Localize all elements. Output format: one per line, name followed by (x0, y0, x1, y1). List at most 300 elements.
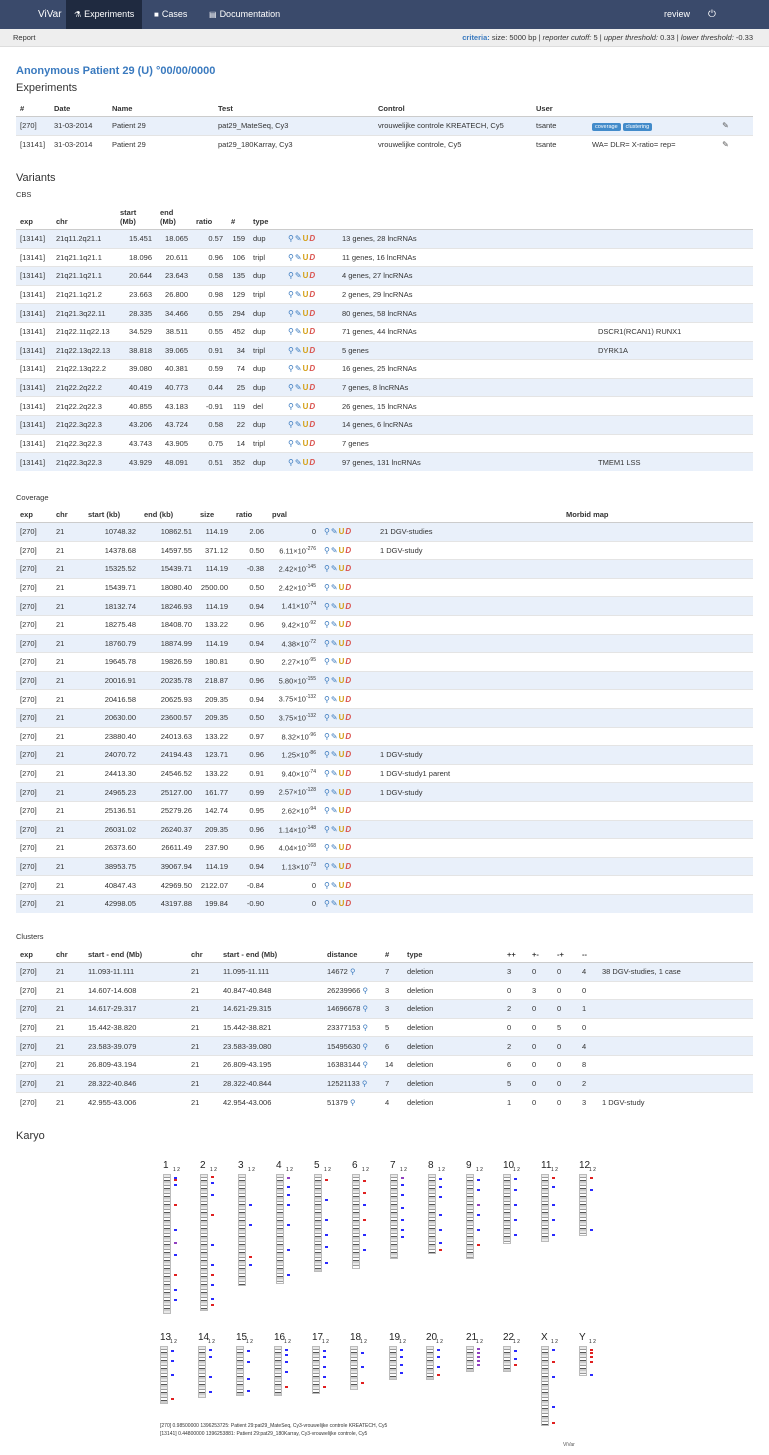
cell: 371.12 (196, 541, 232, 560)
cell: 23.643 (156, 267, 192, 286)
ucsc-icon[interactable]: U (302, 290, 309, 300)
cell[interactable]: [13141] (16, 304, 52, 323)
ucsc-icon[interactable]: U (302, 345, 309, 355)
cell-id[interactable]: [270] (16, 117, 50, 136)
decipher-icon[interactable]: D (345, 713, 352, 723)
table-row (16, 746, 753, 765)
column-header: chr (52, 208, 116, 230)
cnv-marker (439, 1214, 442, 1216)
pval-mantissa: 5.80×10 (278, 676, 306, 686)
ucsc-icon[interactable]: U (338, 880, 345, 890)
cell[interactable]: [270] (16, 690, 52, 709)
dgv-summary (376, 857, 562, 876)
decipher-icon[interactable]: D (309, 438, 316, 448)
search-icon[interactable]: ⚲ (324, 676, 330, 686)
cell[interactable]: [270] (16, 764, 52, 783)
gene-icon[interactable]: ✎ (294, 364, 302, 374)
search-icon[interactable]: ⚲ (360, 1060, 368, 1070)
chromosome-ideogram[interactable] (236, 1346, 244, 1396)
power-icon[interactable]: ⏻ (708, 9, 716, 20)
gene-icon[interactable]: ✎ (330, 676, 338, 686)
search-icon[interactable]: ⚲ (288, 383, 294, 393)
cell[interactable]: [270] (16, 981, 52, 1000)
distance-value: 51379 (327, 1097, 348, 1107)
search-icon[interactable]: ⚲ (288, 290, 294, 300)
ucsc-icon[interactable]: U (302, 438, 309, 448)
decipher-icon[interactable]: D (309, 252, 316, 262)
cell[interactable]: [270] (16, 876, 52, 895)
cell: deletion (403, 1074, 503, 1093)
gene-icon[interactable]: ✎ (330, 545, 338, 555)
search-icon[interactable]: ⚲ (360, 1004, 368, 1014)
cell: 21 (52, 857, 84, 876)
chromosome-ideogram[interactable] (160, 1346, 168, 1404)
decipher-icon[interactable]: D (309, 271, 316, 281)
decipher-icon[interactable]: D (345, 620, 352, 630)
search-icon[interactable]: ⚲ (288, 457, 294, 467)
ucsc-icon[interactable]: U (338, 861, 345, 871)
cell: 42.954-43.006 (219, 1093, 323, 1112)
cell[interactable]: [270] (16, 894, 52, 913)
search-icon[interactable]: ⚲ (360, 1023, 368, 1033)
column-header: -+ (553, 950, 578, 963)
chromosome-ideogram[interactable] (314, 1174, 322, 1272)
ucsc-icon[interactable]: U (338, 899, 345, 909)
cell: 0.59 (192, 360, 227, 379)
gene-icon[interactable]: ✎ (294, 420, 302, 430)
cnv-marker (590, 1189, 593, 1191)
cell (598, 1018, 753, 1037)
decipher-icon[interactable]: D (345, 638, 352, 648)
cell: 26.809-43.194 (84, 1055, 187, 1074)
gene-icon[interactable]: ✎ (330, 731, 338, 741)
search-icon[interactable]: ⚲ (324, 564, 330, 574)
ucsc-icon[interactable]: U (338, 620, 345, 630)
gene-icon[interactable]: ✎ (294, 383, 302, 393)
gene-icon[interactable]: ✎ (294, 401, 302, 411)
cell[interactable]: [13141] (16, 285, 52, 304)
search-icon[interactable]: ⚲ (288, 420, 294, 430)
ucsc-icon[interactable]: U (302, 308, 309, 318)
decipher-icon[interactable]: D (309, 327, 316, 337)
karyogram (0, 1150, 769, 1440)
decipher-icon[interactable]: D (345, 731, 352, 741)
gene-icon[interactable]: ✎ (294, 457, 302, 467)
cell: dup (249, 322, 284, 341)
column-header: User (532, 104, 588, 117)
cell[interactable]: [270] (16, 653, 52, 672)
ucsc-icon[interactable]: U (338, 583, 345, 593)
cnv-marker (477, 1348, 480, 1350)
brand-link[interactable]: ViVar (38, 9, 62, 20)
cell[interactable]: [270] (16, 615, 52, 634)
table-row (16, 117, 753, 136)
gene-icon[interactable]: ✎ (330, 527, 338, 537)
search-icon[interactable]: ⚲ (288, 327, 294, 337)
edit-icon[interactable]: ✎ (722, 140, 729, 150)
ucsc-icon[interactable]: U (338, 787, 345, 797)
gene-icon[interactable]: ✎ (330, 861, 338, 871)
table-row (16, 653, 753, 672)
cell[interactable]: [270] (16, 783, 52, 802)
search-icon[interactable]: ⚲ (324, 545, 330, 555)
cell[interactable]: [270] (16, 541, 52, 560)
pval-exponent: -132 (305, 712, 316, 719)
pval-cell (268, 634, 320, 653)
nav-cases[interactable] (146, 0, 195, 29)
gene-icon[interactable]: ✎ (294, 234, 302, 244)
chromosome-ideogram[interactable] (198, 1346, 206, 1398)
ucsc-icon[interactable]: U (338, 824, 345, 834)
search-icon[interactable]: ⚲ (324, 694, 330, 704)
decipher-icon[interactable]: D (309, 345, 316, 355)
gene-icon[interactable]: ✎ (294, 290, 302, 300)
gene-icon[interactable]: ✎ (294, 271, 302, 281)
cell: 43.929 (116, 453, 156, 472)
ucsc-icon[interactable]: U (302, 327, 309, 337)
cell[interactable]: [270] (16, 727, 52, 746)
search-icon[interactable]: ⚲ (324, 601, 330, 611)
decipher-icon[interactable]: D (345, 787, 352, 797)
search-icon[interactable]: ⚲ (347, 1097, 356, 1107)
chromosome-ideogram[interactable] (274, 1346, 282, 1396)
gene-icon[interactable]: ✎ (330, 824, 338, 834)
decipher-icon[interactable]: D (345, 583, 352, 593)
cell: 21 (52, 1093, 84, 1112)
cell[interactable]: [270] (16, 1018, 52, 1037)
cell[interactable]: [270] (16, 1093, 52, 1112)
ucsc-icon[interactable]: U (338, 713, 345, 723)
cnv-marker (552, 1177, 555, 1179)
search-icon[interactable]: ⚲ (359, 1078, 368, 1088)
cell: 21 (52, 671, 84, 690)
cell: tripl (249, 434, 284, 453)
search-icon[interactable]: ⚲ (324, 880, 330, 890)
chromosome-ideogram[interactable] (503, 1174, 511, 1244)
ucsc-icon[interactable]: U (302, 271, 309, 281)
pval-exponent: -132 (305, 694, 316, 701)
search-icon[interactable]: ⚲ (288, 271, 294, 281)
cell[interactable]: [270] (16, 634, 52, 653)
chromosome-ideogram[interactable] (390, 1174, 398, 1259)
chromosome-ideogram[interactable] (541, 1346, 549, 1426)
cnv-marker (325, 1262, 328, 1264)
cell[interactable]: [270] (16, 578, 52, 597)
search-icon[interactable]: ⚲ (324, 843, 330, 853)
cell[interactable]: [13141] (16, 341, 52, 360)
decipher-icon[interactable]: D (345, 769, 352, 779)
cnv-marker (325, 1179, 328, 1181)
cell[interactable]: [270] (16, 820, 52, 839)
ucsc-icon[interactable]: U (338, 843, 345, 853)
chromosome-ideogram[interactable] (276, 1174, 284, 1284)
ucsc-icon[interactable]: U (338, 806, 345, 816)
cell[interactable]: [270] (16, 671, 52, 690)
gene-icon[interactable]: ✎ (330, 638, 338, 648)
search-icon[interactable]: ⚲ (288, 401, 294, 411)
search-icon[interactable]: ⚲ (324, 657, 330, 667)
ucsc-icon[interactable]: U (338, 638, 345, 648)
gene-icon[interactable]: ✎ (330, 787, 338, 797)
track-label: 1 2 (170, 1339, 177, 1345)
cell[interactable]: [13141] (16, 415, 52, 434)
ucsc-icon[interactable]: U (338, 545, 345, 555)
action-icons (320, 746, 376, 765)
decipher-icon[interactable]: D (345, 843, 352, 853)
search-icon[interactable]: ⚲ (324, 899, 330, 909)
nav-user[interactable]: review (664, 9, 691, 19)
track-label: 1 2 (400, 1167, 407, 1173)
decipher-icon[interactable]: D (345, 899, 352, 909)
gene-icon[interactable]: ✎ (330, 657, 338, 667)
search-icon[interactable]: ⚲ (324, 750, 330, 760)
ucsc-icon[interactable]: U (302, 364, 309, 374)
decipher-icon[interactable]: D (345, 564, 352, 574)
decipher-icon[interactable]: D (345, 861, 352, 871)
chromosome-ideogram[interactable] (389, 1346, 397, 1380)
cell: 0.91 (192, 341, 227, 360)
gene-icon[interactable]: ✎ (330, 583, 338, 593)
search-icon[interactable]: ⚲ (288, 345, 294, 355)
cell: 21 (52, 801, 84, 820)
chromosome-ideogram[interactable] (163, 1174, 171, 1314)
table-row (16, 285, 753, 304)
decipher-icon[interactable]: D (309, 401, 316, 411)
search-icon[interactable]: ⚲ (324, 620, 330, 630)
action-icons (320, 857, 376, 876)
ucsc-icon[interactable]: U (338, 769, 345, 779)
gene-icon[interactable]: ✎ (294, 327, 302, 337)
cell[interactable]: [270] (16, 708, 52, 727)
decipher-icon[interactable]: D (345, 694, 352, 704)
cell[interactable]: [13141] (16, 322, 52, 341)
decipher-icon[interactable]: D (345, 806, 352, 816)
nav-experiments[interactable] (66, 0, 142, 29)
chromosome-ideogram[interactable] (466, 1346, 474, 1372)
cell (598, 1000, 753, 1019)
search-icon[interactable]: ⚲ (288, 234, 294, 244)
dgv-summary (376, 708, 562, 727)
ucsc-icon[interactable]: U (338, 601, 345, 611)
gene-icon[interactable]: ✎ (330, 620, 338, 630)
cell: 0.96 (232, 746, 268, 765)
cell: 3 (503, 963, 528, 982)
chromosome-ideogram[interactable] (350, 1346, 358, 1390)
cnv-marker (174, 1299, 177, 1301)
cell: 21q22.3q22.3 (52, 453, 116, 472)
cnv-marker (211, 1284, 214, 1286)
decipher-icon[interactable]: D (309, 383, 316, 393)
cnv-marker (247, 1361, 250, 1363)
decipher-icon[interactable]: D (309, 420, 316, 430)
chromosome-ideogram[interactable] (238, 1174, 246, 1286)
column-header: -- (578, 950, 598, 963)
cell[interactable]: [270] (16, 1074, 52, 1093)
cell[interactable]: [270] (16, 560, 52, 579)
ucsc-icon[interactable]: U (338, 657, 345, 667)
gene-icon[interactable]: ✎ (330, 899, 338, 909)
track-label: 1 2 (210, 1167, 217, 1173)
cell: 48.091 (156, 453, 192, 472)
cell[interactable]: [270] (16, 801, 52, 820)
action-icons (284, 415, 338, 434)
decipher-icon[interactable]: D (345, 824, 352, 834)
ucsc-icon[interactable]: U (338, 750, 345, 760)
gene-icon[interactable]: ✎ (294, 438, 302, 448)
search-icon[interactable]: ⚲ (324, 583, 330, 593)
gene-icon[interactable]: ✎ (330, 843, 338, 853)
cell[interactable]: [270] (16, 839, 52, 858)
search-icon[interactable]: ⚲ (324, 713, 330, 723)
ucsc-icon[interactable]: U (302, 457, 309, 467)
cell[interactable]: [13141] (16, 453, 52, 472)
cell: 11.095-11.111 (219, 963, 323, 982)
cell: 0 (528, 1000, 553, 1019)
cell-id[interactable]: [13141] (16, 135, 50, 154)
search-icon[interactable]: ⚲ (324, 824, 330, 834)
cell: 18080.40 (140, 578, 196, 597)
table-row (16, 1093, 753, 1112)
cell: 0.58 (192, 415, 227, 434)
gene-icon[interactable]: ✎ (330, 564, 338, 574)
cell[interactable]: [270] (16, 597, 52, 616)
table-row (16, 801, 753, 820)
search-icon[interactable]: ⚲ (324, 787, 330, 797)
cell[interactable]: [270] (16, 746, 52, 765)
ucsc-icon[interactable]: U (302, 252, 309, 262)
search-icon[interactable]: ⚲ (288, 252, 294, 262)
badge-clustering[interactable]: clustering (623, 123, 653, 131)
chromosome-ideogram[interactable] (200, 1174, 208, 1311)
ucsc-icon[interactable]: U (302, 383, 309, 393)
search-icon[interactable]: ⚲ (288, 364, 294, 374)
column-header: exp (16, 208, 52, 230)
search-icon[interactable]: ⚲ (324, 861, 330, 871)
cell[interactable]: [270] (16, 523, 52, 542)
decipher-icon[interactable]: D (345, 601, 352, 611)
decipher-icon[interactable]: D (345, 750, 352, 760)
gene-icon[interactable]: ✎ (330, 750, 338, 760)
cell: 23600.57 (140, 708, 196, 727)
cell[interactable]: [270] (16, 1000, 52, 1019)
decipher-icon[interactable]: D (345, 676, 352, 686)
gene-icon[interactable]: ✎ (294, 308, 302, 318)
search-icon[interactable]: ⚲ (324, 769, 330, 779)
cell[interactable]: [13141] (16, 397, 52, 416)
chromosome-ideogram[interactable] (428, 1174, 436, 1254)
cnv-marker (514, 1350, 517, 1352)
nav-documentation[interactable] (201, 0, 288, 29)
cell: 0 (553, 1055, 578, 1074)
chromosome-ideogram[interactable] (579, 1346, 587, 1376)
cell[interactable]: [270] (16, 963, 52, 982)
chromosome-ideogram[interactable] (312, 1346, 320, 1394)
ucsc-icon[interactable]: U (302, 234, 309, 244)
cell[interactable]: [13141] (16, 230, 52, 249)
chromosome-ideogram[interactable] (541, 1174, 549, 1242)
chromosome-ideogram[interactable] (426, 1346, 434, 1380)
chromosome-label: 20 (426, 1332, 438, 1343)
gene-icon[interactable]: ✎ (330, 769, 338, 779)
search-icon[interactable]: ⚲ (360, 1041, 368, 1051)
ucsc-icon[interactable]: U (338, 676, 345, 686)
search-icon[interactable]: ⚲ (324, 806, 330, 816)
cell[interactable]: [13141] (16, 267, 52, 286)
cell[interactable]: [13141] (16, 360, 52, 379)
search-icon[interactable]: ⚲ (288, 308, 294, 318)
ucsc-icon[interactable]: U (338, 564, 345, 574)
cnv-marker (590, 1229, 593, 1231)
track-label: 1 2 (362, 1167, 369, 1173)
decipher-icon[interactable]: D (309, 364, 316, 374)
ucsc-icon[interactable]: U (338, 694, 345, 704)
gene-icon[interactable]: ✎ (330, 713, 338, 723)
cell[interactable]: [13141] (16, 248, 52, 267)
cell[interactable]: [13141] (16, 378, 52, 397)
decipher-icon[interactable]: D (309, 457, 316, 467)
decipher-icon[interactable]: D (345, 880, 352, 890)
pval-mantissa: 3.75×10 (278, 694, 306, 704)
decipher-icon[interactable]: D (309, 308, 316, 318)
search-icon[interactable]: ⚲ (324, 638, 330, 648)
ucsc-icon[interactable]: U (338, 527, 345, 537)
gene-icon[interactable]: ✎ (294, 252, 302, 262)
decipher-icon[interactable]: D (345, 545, 352, 555)
chromosome-ideogram[interactable] (503, 1346, 511, 1372)
cnv-marker (211, 1176, 214, 1178)
chromosome-ideogram[interactable] (466, 1174, 474, 1259)
report-link[interactable]: Report (13, 33, 36, 42)
cell: 21 (52, 1000, 84, 1019)
pval-cell (268, 857, 320, 876)
chromosome-ideogram[interactable] (579, 1174, 587, 1236)
decipher-icon[interactable]: D (309, 290, 316, 300)
badge-coverage[interactable]: coverage (592, 123, 621, 131)
cell[interactable]: [13141] (16, 434, 52, 453)
ucsc-icon[interactable]: U (302, 420, 309, 430)
decipher-icon[interactable]: D (345, 527, 352, 537)
gene-icon[interactable]: ✎ (330, 806, 338, 816)
cnv-marker (171, 1360, 174, 1362)
decipher-icon[interactable]: D (309, 234, 316, 244)
ucsc-icon[interactable]: U (302, 401, 309, 411)
cnv-marker (363, 1180, 366, 1182)
search-icon[interactable]: ⚲ (360, 985, 368, 995)
gene-icon[interactable]: ✎ (330, 601, 338, 611)
cell: deletion (403, 1037, 503, 1056)
search-icon[interactable]: ⚲ (324, 731, 330, 741)
gene-icon[interactable]: ✎ (294, 345, 302, 355)
cell: 26240.37 (140, 820, 196, 839)
distance-value: 14672 (327, 967, 348, 977)
cell (323, 963, 381, 982)
chromosome-ideogram[interactable] (352, 1174, 360, 1269)
cell[interactable]: [270] (16, 857, 52, 876)
cell[interactable]: [270] (16, 1055, 52, 1074)
gene-icon[interactable]: ✎ (330, 694, 338, 704)
cell: 21 (52, 764, 84, 783)
search-icon[interactable]: ⚲ (324, 527, 330, 537)
ucsc-icon[interactable]: U (338, 731, 345, 741)
search-icon[interactable]: ⚲ (347, 967, 356, 977)
column-header: ratio (232, 510, 268, 523)
gene-icon[interactable]: ✎ (330, 880, 338, 890)
search-icon[interactable]: ⚲ (288, 438, 294, 448)
cell[interactable]: [270] (16, 1037, 52, 1056)
decipher-icon[interactable]: D (345, 657, 352, 667)
action-icons (320, 894, 376, 913)
edit-icon[interactable]: ✎ (722, 121, 729, 131)
